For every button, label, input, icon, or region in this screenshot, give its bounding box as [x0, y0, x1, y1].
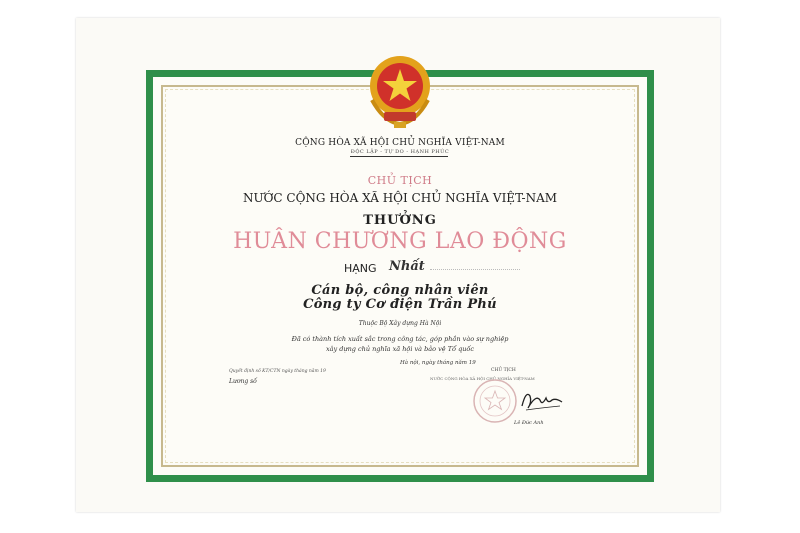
issuer-title: CHỦ TỊCH — [367, 174, 433, 187]
signer-name: Lê Đức Anh — [514, 420, 544, 426]
republic-name: CỘNG HÒA XÃ HỘI CHỦ NGHĨA VIỆT-NAM — [295, 138, 505, 148]
rank-label: HẠNG — [344, 262, 377, 275]
signatory-title: CHỦ TỊCH — [491, 368, 516, 373]
official-seal-icon — [472, 378, 518, 424]
signature-icon — [516, 384, 570, 416]
issuer-country: NƯỚC CỘNG HÒA XÃ HỘI CHỦ NGHĨA VIỆT-NAM — [242, 191, 558, 205]
national-emblem-icon — [364, 52, 436, 130]
issue-date: Hà nội, ngày tháng năm 19 — [400, 360, 476, 366]
recipient-line-2: Công ty Cơ điện Trần Phú — [303, 297, 497, 312]
decision-number: Lương số — [229, 378, 257, 385]
national-motto: ĐỘC LẬP - TỰ DO - HẠNH PHÚC — [350, 149, 450, 155]
signatory-org: NƯỚC CỘNG HÒA XÃ HỘI CHỦ NGHĨA VIỆT-NAM — [430, 376, 535, 381]
citation-line-2: xây dựng chủ nghĩa xã hội và bảo vệ Tổ quốc — [325, 345, 475, 353]
decorative-border — [146, 70, 654, 482]
rank-value: Nhất — [389, 259, 425, 274]
decision-reference: Quyết định số KT/CTN ngày tháng năm 19 — [229, 369, 326, 374]
award-verb: THƯỞNG — [363, 213, 437, 228]
motto-underline — [350, 156, 448, 157]
recipient-line-1: Cán bộ, công nhân viên — [311, 283, 489, 298]
award-name: HUÂN CHƯƠNG LAO ĐỘNG — [233, 229, 567, 254]
citation-line-1: Đã có thành tích xuất sắc trong công tác, góp phần vào sự nghiệp — [291, 335, 509, 343]
recipient-ministry: Thuộc Bộ Xây dựng Hà Nội — [358, 320, 442, 327]
rank-dotted-line — [430, 269, 520, 270]
